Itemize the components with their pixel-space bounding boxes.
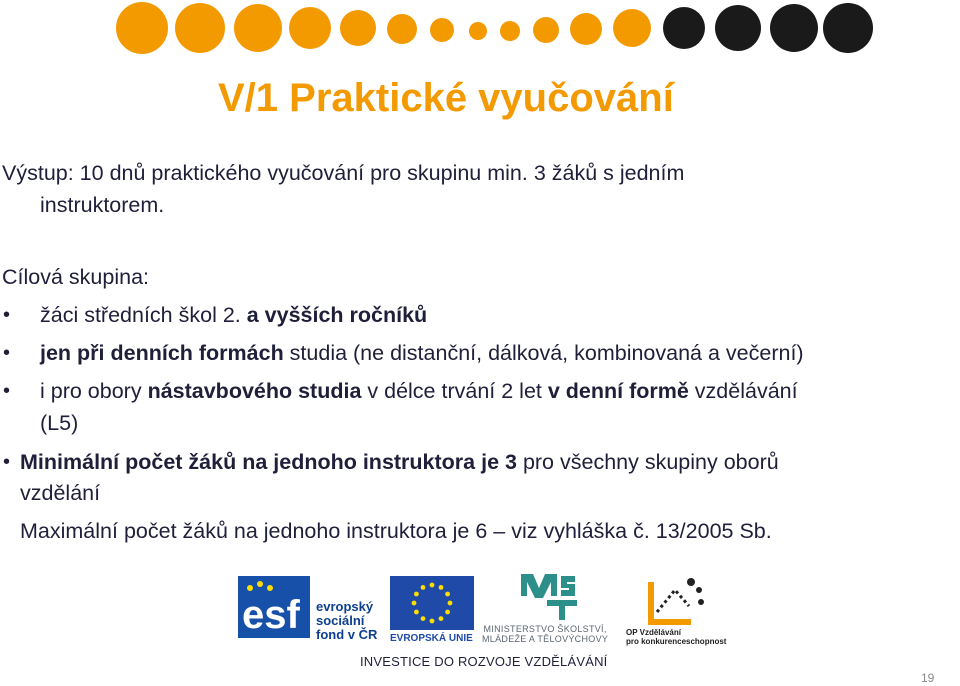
dot-orange <box>116 2 168 54</box>
dot-orange <box>469 22 487 40</box>
bullet-item-4-bold: Minimální počet žáků na jednoho instruktora je 3 <box>20 450 517 474</box>
footer-logo-bar <box>230 570 730 650</box>
dot-orange <box>613 9 651 47</box>
op-vk-caption-line-2: pro konkurenceschopnost <box>626 637 727 646</box>
bullet-marker: • <box>3 304 11 326</box>
decorative-dot-strip <box>0 0 960 60</box>
esf-logo-text: esf <box>242 593 300 637</box>
esf-logo-icon <box>238 576 310 638</box>
esf-caption-line-2: sociální <box>316 613 365 628</box>
eu-flag-icon <box>390 576 474 630</box>
bullet-marker: • <box>3 451 11 473</box>
bullet-item-4-normal: pro všechny skupiny oborů <box>516 450 779 474</box>
bullet-item-1 <box>40 301 427 329</box>
bullet-item-2-normal: studia (ne distanční, dálková, kombinovaná a večerní) <box>283 341 804 365</box>
slide-title: V/1 Praktické vyučování <box>218 76 674 120</box>
vystup-line-2: instruktorem. <box>40 193 165 217</box>
bullet-item-3-part-a: i pro obory <box>40 379 148 403</box>
msmt-logo-icon <box>517 570 581 622</box>
dot-orange <box>175 3 225 53</box>
bullet-item-2-bold: jen při denních formách <box>40 341 284 365</box>
dot-orange <box>234 4 282 52</box>
maximalni-line: Maximální počet žáků na jednoho instruktora je 6 – viz vyhláška č. 13/2005 Sb. <box>20 519 772 543</box>
dot-orange <box>430 18 454 42</box>
dot-black <box>715 5 761 51</box>
bullet-item-4 <box>20 448 779 476</box>
bullet-item-3-part-e: vzdělávání <box>688 379 798 403</box>
dot-black <box>663 7 705 49</box>
bullet-item-3 <box>40 377 798 405</box>
eu-caption: EVROPSKÁ UNIE <box>390 633 473 644</box>
dot-orange <box>289 7 331 49</box>
bullet-item-4-line-2: vzdělání <box>20 481 101 505</box>
dot-orange <box>387 14 417 44</box>
dot-black <box>770 4 818 52</box>
bullet-marker: • <box>3 342 11 364</box>
dot-orange <box>533 17 559 43</box>
bullet-item-3-part-d: v denní formě <box>547 379 689 403</box>
msmt-caption-line-1: MINISTERSTVO ŠKOLSTVÍ, <box>483 624 607 634</box>
msmt-caption-line-2: MLÁDEŽE A TĚLOVÝCHOVY <box>482 634 609 644</box>
bullet-item-2 <box>40 339 804 367</box>
op-vk-caption-line-1: OP Vzdělávání <box>626 628 681 637</box>
bullet-marker: • <box>3 380 11 402</box>
bullet-item-3-part-c: v délce trvání 2 let <box>361 379 548 403</box>
dot-orange <box>500 21 520 41</box>
page-number: 19 <box>921 671 935 685</box>
esf-caption-line-3: fond v ČR <box>316 627 378 642</box>
dot-orange <box>570 13 602 45</box>
bullet-item-3-part-b: nástavbového studia <box>147 379 362 403</box>
bullet-item-1-bold: a vyšších ročníků <box>246 303 428 327</box>
op-vk-logo-icon <box>645 572 707 628</box>
investice-slogan: INVESTICE DO ROZVOJE VZDĚLÁVÁNÍ <box>360 654 608 669</box>
msmt-caption <box>482 624 608 644</box>
dot-orange <box>340 10 376 46</box>
esf-caption-line-1: evropský <box>316 599 374 614</box>
esf-caption <box>316 600 377 642</box>
dot-black <box>823 3 873 53</box>
op-vk-caption <box>626 628 726 646</box>
bullet-item-1-normal: žáci středních škol 2. <box>40 303 247 327</box>
cilova-skupina-label: Cílová skupina: <box>2 265 149 289</box>
vystup-line-1: Výstup: 10 dnů praktického vyučování pro skupinu min. 3 žáků s jedním <box>2 161 685 185</box>
bullet-item-3-line-2: (L5) <box>40 411 79 435</box>
